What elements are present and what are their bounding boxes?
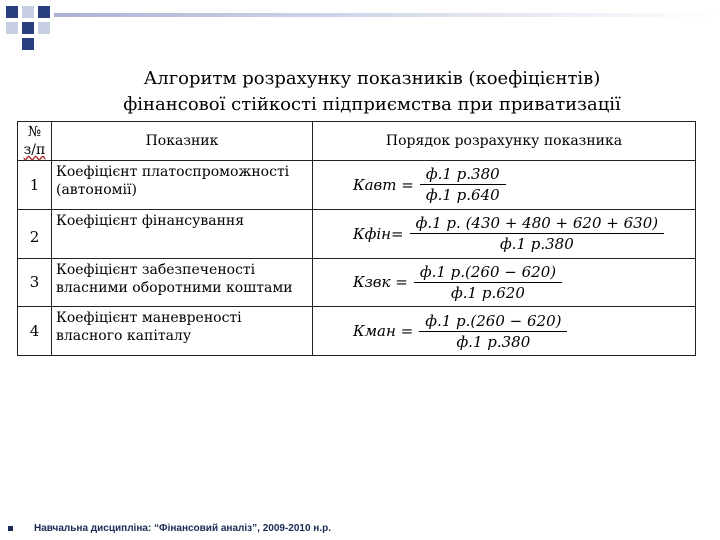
table-header-row [18,122,696,161]
indicator-name: Коефіцієнт фінансування [52,209,313,258]
formula-lhs: Кфін= [353,224,404,243]
decor-square [22,38,34,50]
formula-numerator: ф.1 р. (430 + 480 + 620 + 630) [410,214,665,234]
formula [313,161,696,210]
table-row [18,307,696,356]
formula-numerator: ф.1 р.(260 − 620) [419,312,567,332]
decor-square [38,6,50,18]
table-row [18,209,696,258]
formula-lhs: Кавт = [353,175,414,194]
indicator-name: Коефіцієнт забезпеченості власними оборотними коштами [52,258,313,307]
row-number: 2 [18,209,52,258]
formula-denominator: ф.1 р.380 [499,235,574,254]
footer-bullet-icon [8,526,13,531]
formula [313,258,696,307]
indicators-table [17,121,696,356]
formula-numerator: ф.1 р.380 [420,165,506,185]
row-number: 4 [18,307,52,356]
decor-square [22,6,34,18]
decor-square [6,22,18,34]
decor-square [38,22,50,34]
footer-text: Навчальна дисципліна: “Фінансовий аналіз”, 2009-2010 н.р. [34,523,332,534]
indicator-name: Коефіцієнт платоспроможності (автономії) [52,161,313,210]
header-bar [54,13,720,17]
indicator-name: Коефіцієнт маневреності власного капіталу [52,307,313,356]
formula-numerator: ф.1 р.(260 − 620) [414,263,562,283]
formula-denominator: ф.1 р.620 [451,283,525,302]
slide-title-line2: фінансової стійкості підприємства при приватизації [123,94,621,115]
table-row [18,161,696,210]
header-num: № з/п [18,122,52,161]
formula-lhs: Кман = [353,322,414,341]
decor-square [6,6,18,18]
table-row [18,258,696,307]
header-procedure: Порядок розрахунку показника [313,122,696,161]
row-number: 1 [18,161,52,210]
formula-denominator: ф.1 р.640 [425,186,500,205]
formula-denominator: ф.1 р.380 [456,332,531,351]
decor-square [22,22,34,34]
slide-title-line1: Алгоритм розрахунку показників (коефіцієнтів) [143,68,601,89]
row-number: 3 [18,258,52,307]
formula [313,209,696,258]
header-indicator: Показник [52,122,313,161]
formula [313,307,696,356]
formula-lhs: Кзвк = [353,273,408,292]
